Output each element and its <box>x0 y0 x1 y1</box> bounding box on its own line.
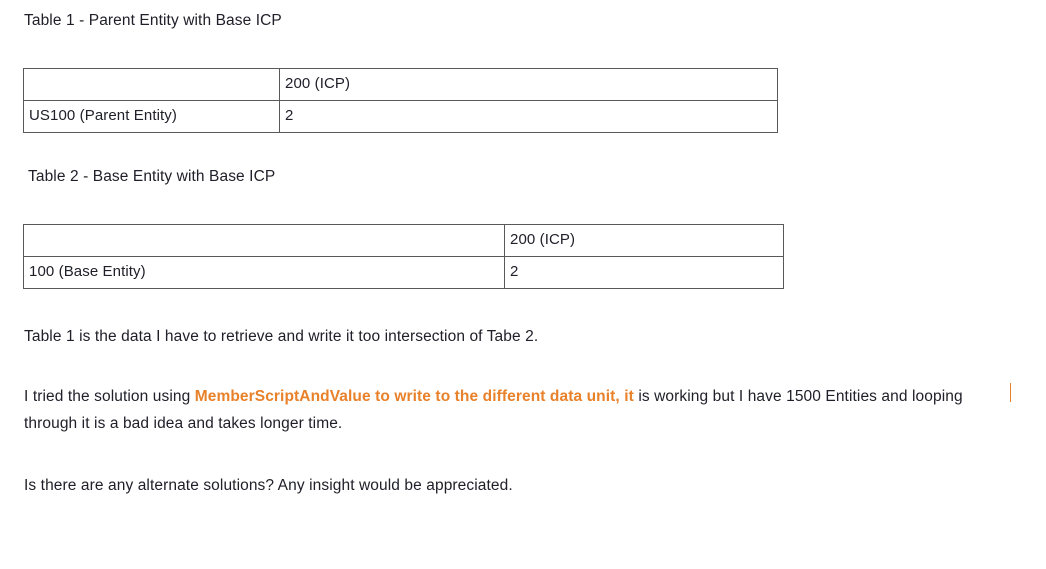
table-2-caption: Table 2 - Base Entity with Base ICP <box>28 168 276 185</box>
paragraph-solution-after: is working but I have 1500 Entities and looping through it is a bad idea and takes longer time. <box>24 388 963 433</box>
paragraph-solution <box>24 383 1019 437</box>
table-cell: 200 (ICP) <box>505 225 784 257</box>
table-row <box>24 225 784 257</box>
text-caret <box>1010 383 1011 402</box>
table-cell <box>24 225 505 257</box>
table-2 <box>23 224 784 289</box>
table-1 <box>23 68 778 133</box>
table-cell: 2 <box>505 257 784 289</box>
table-cell <box>24 69 280 101</box>
table-cell: 200 (ICP) <box>280 69 778 101</box>
table-cell: US100 (Parent Entity) <box>24 101 280 133</box>
paragraph-intro: Table 1 is the data I have to retrieve and write it too intersection of Tabe 2. <box>24 328 539 345</box>
paragraph-solution-highlight: MemberScriptAndValue to write to the different data unit, it <box>194 388 634 405</box>
paragraph-question: Is there are any alternate solutions? Any insight would be appreciated. <box>24 477 513 494</box>
table-row <box>24 69 778 101</box>
table-cell: 2 <box>280 101 778 133</box>
table-row <box>24 257 784 289</box>
table-1-caption: Table 1 - Parent Entity with Base ICP <box>24 12 282 29</box>
table-row <box>24 101 778 133</box>
table-cell: 100 (Base Entity) <box>24 257 505 289</box>
paragraph-solution-before: I tried the solution using <box>24 388 195 405</box>
